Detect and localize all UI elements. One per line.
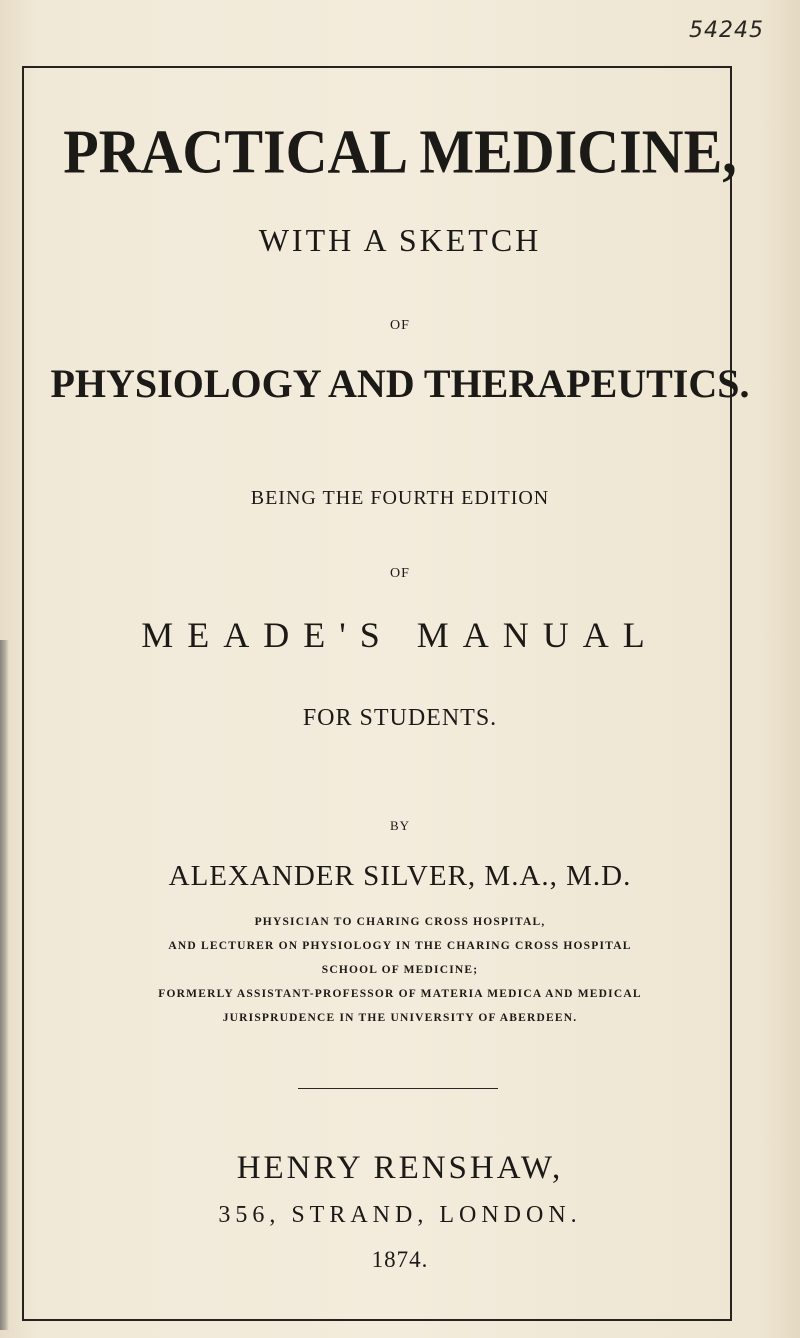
book-title: PRACTICAL MEDICINE,: [63, 116, 737, 187]
book-subtitle: WITH A SKETCH: [258, 222, 542, 258]
book-subject: PHYSIOLOGY AND THERAPEUTICS.: [50, 361, 750, 406]
connector-of-2: OF: [390, 566, 410, 581]
by-line: BY: [389, 818, 411, 833]
author-credential: PHYSICIAN TO CHARING CROSS HOSPITAL,: [254, 916, 546, 928]
author-credential: SCHOOL OF MEDICINE;: [321, 964, 479, 976]
author-credential: JURISPRUDENCE IN THE UNIVERSITY OF ABERDEEN.: [222, 1012, 578, 1024]
divider-rule: [298, 1088, 498, 1089]
publisher-name: HENRY RENSHAW,: [236, 1150, 564, 1186]
author-name: ALEXANDER SILVER, M.A., M.D.: [168, 860, 632, 892]
handwritten-shelfmark: 54245: [689, 18, 764, 43]
connector-of-1: OF: [390, 318, 410, 333]
publication-year: 1874.: [371, 1247, 429, 1272]
manual-name: MEADE'S MANUAL: [141, 615, 659, 655]
author-credential: AND LECTURER ON PHYSIOLOGY IN THE CHARING CROSS HOSPITAL: [168, 940, 632, 952]
author-credential: FORMERLY ASSISTANT-PROFESSOR OF MATERIA MEDICA AND MEDICAL: [158, 988, 642, 1000]
publisher-address: 356, STRAND, LONDON.: [218, 1202, 582, 1228]
audience-line: FOR STUDENTS.: [302, 705, 498, 731]
edition-statement: BEING THE FOURTH EDITION: [250, 487, 550, 509]
